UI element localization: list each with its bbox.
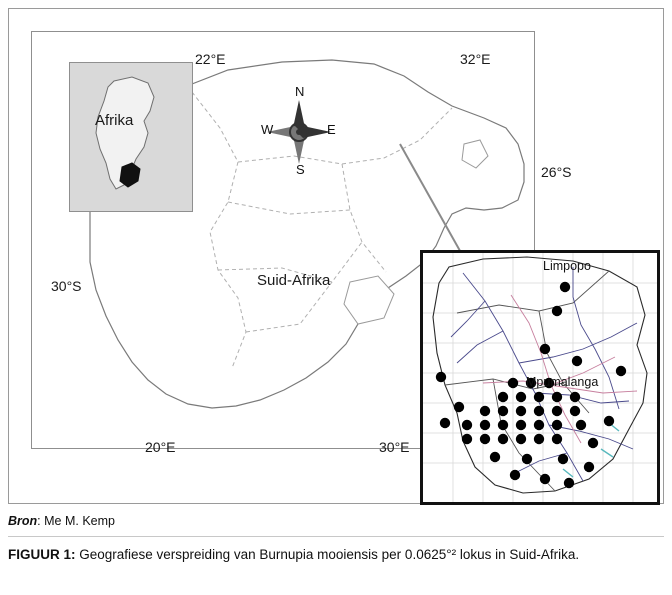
distribution-detail-inset: [420, 250, 660, 505]
africa-inset-label: Afrika: [95, 112, 134, 129]
africa-locator-inset: [69, 62, 193, 212]
coord-label-30e: 30°E: [379, 439, 410, 455]
source-separator: :: [37, 514, 45, 528]
caption-number: FIGUUR 1:: [8, 547, 76, 562]
caption-divider: [8, 536, 664, 537]
compass-east-label: E: [327, 122, 336, 137]
province-label-mpumalanga: Mpumalanga: [526, 375, 599, 389]
source-line: [8, 514, 115, 528]
compass-west-label: W: [261, 122, 274, 137]
compass-north-label: N: [295, 84, 305, 99]
coord-label-32e: 32°E: [460, 51, 491, 67]
figure-frame: [8, 8, 664, 504]
compass-rose: [255, 84, 343, 180]
figure-caption: [8, 545, 658, 564]
province-label-limpopo: Limpopo: [543, 259, 591, 273]
africa-continent-shape: [70, 63, 192, 211]
country-label: Suid-Afrika: [257, 272, 331, 289]
coord-label-20e: 20°E: [145, 439, 176, 455]
caption-text: Geografiese verspreiding van Burnupia mooiensis per 0.0625°² lokus in Suid-Afrika.: [75, 547, 580, 562]
source-label: Bron: [8, 514, 38, 528]
coord-label-22e: 22°E: [195, 51, 226, 67]
coord-label-26s: 26°S: [541, 164, 572, 180]
compass-south-label: S: [296, 162, 305, 177]
source-value: Me M. Kemp: [44, 514, 115, 528]
coord-label-30s: 30°S: [51, 278, 82, 294]
